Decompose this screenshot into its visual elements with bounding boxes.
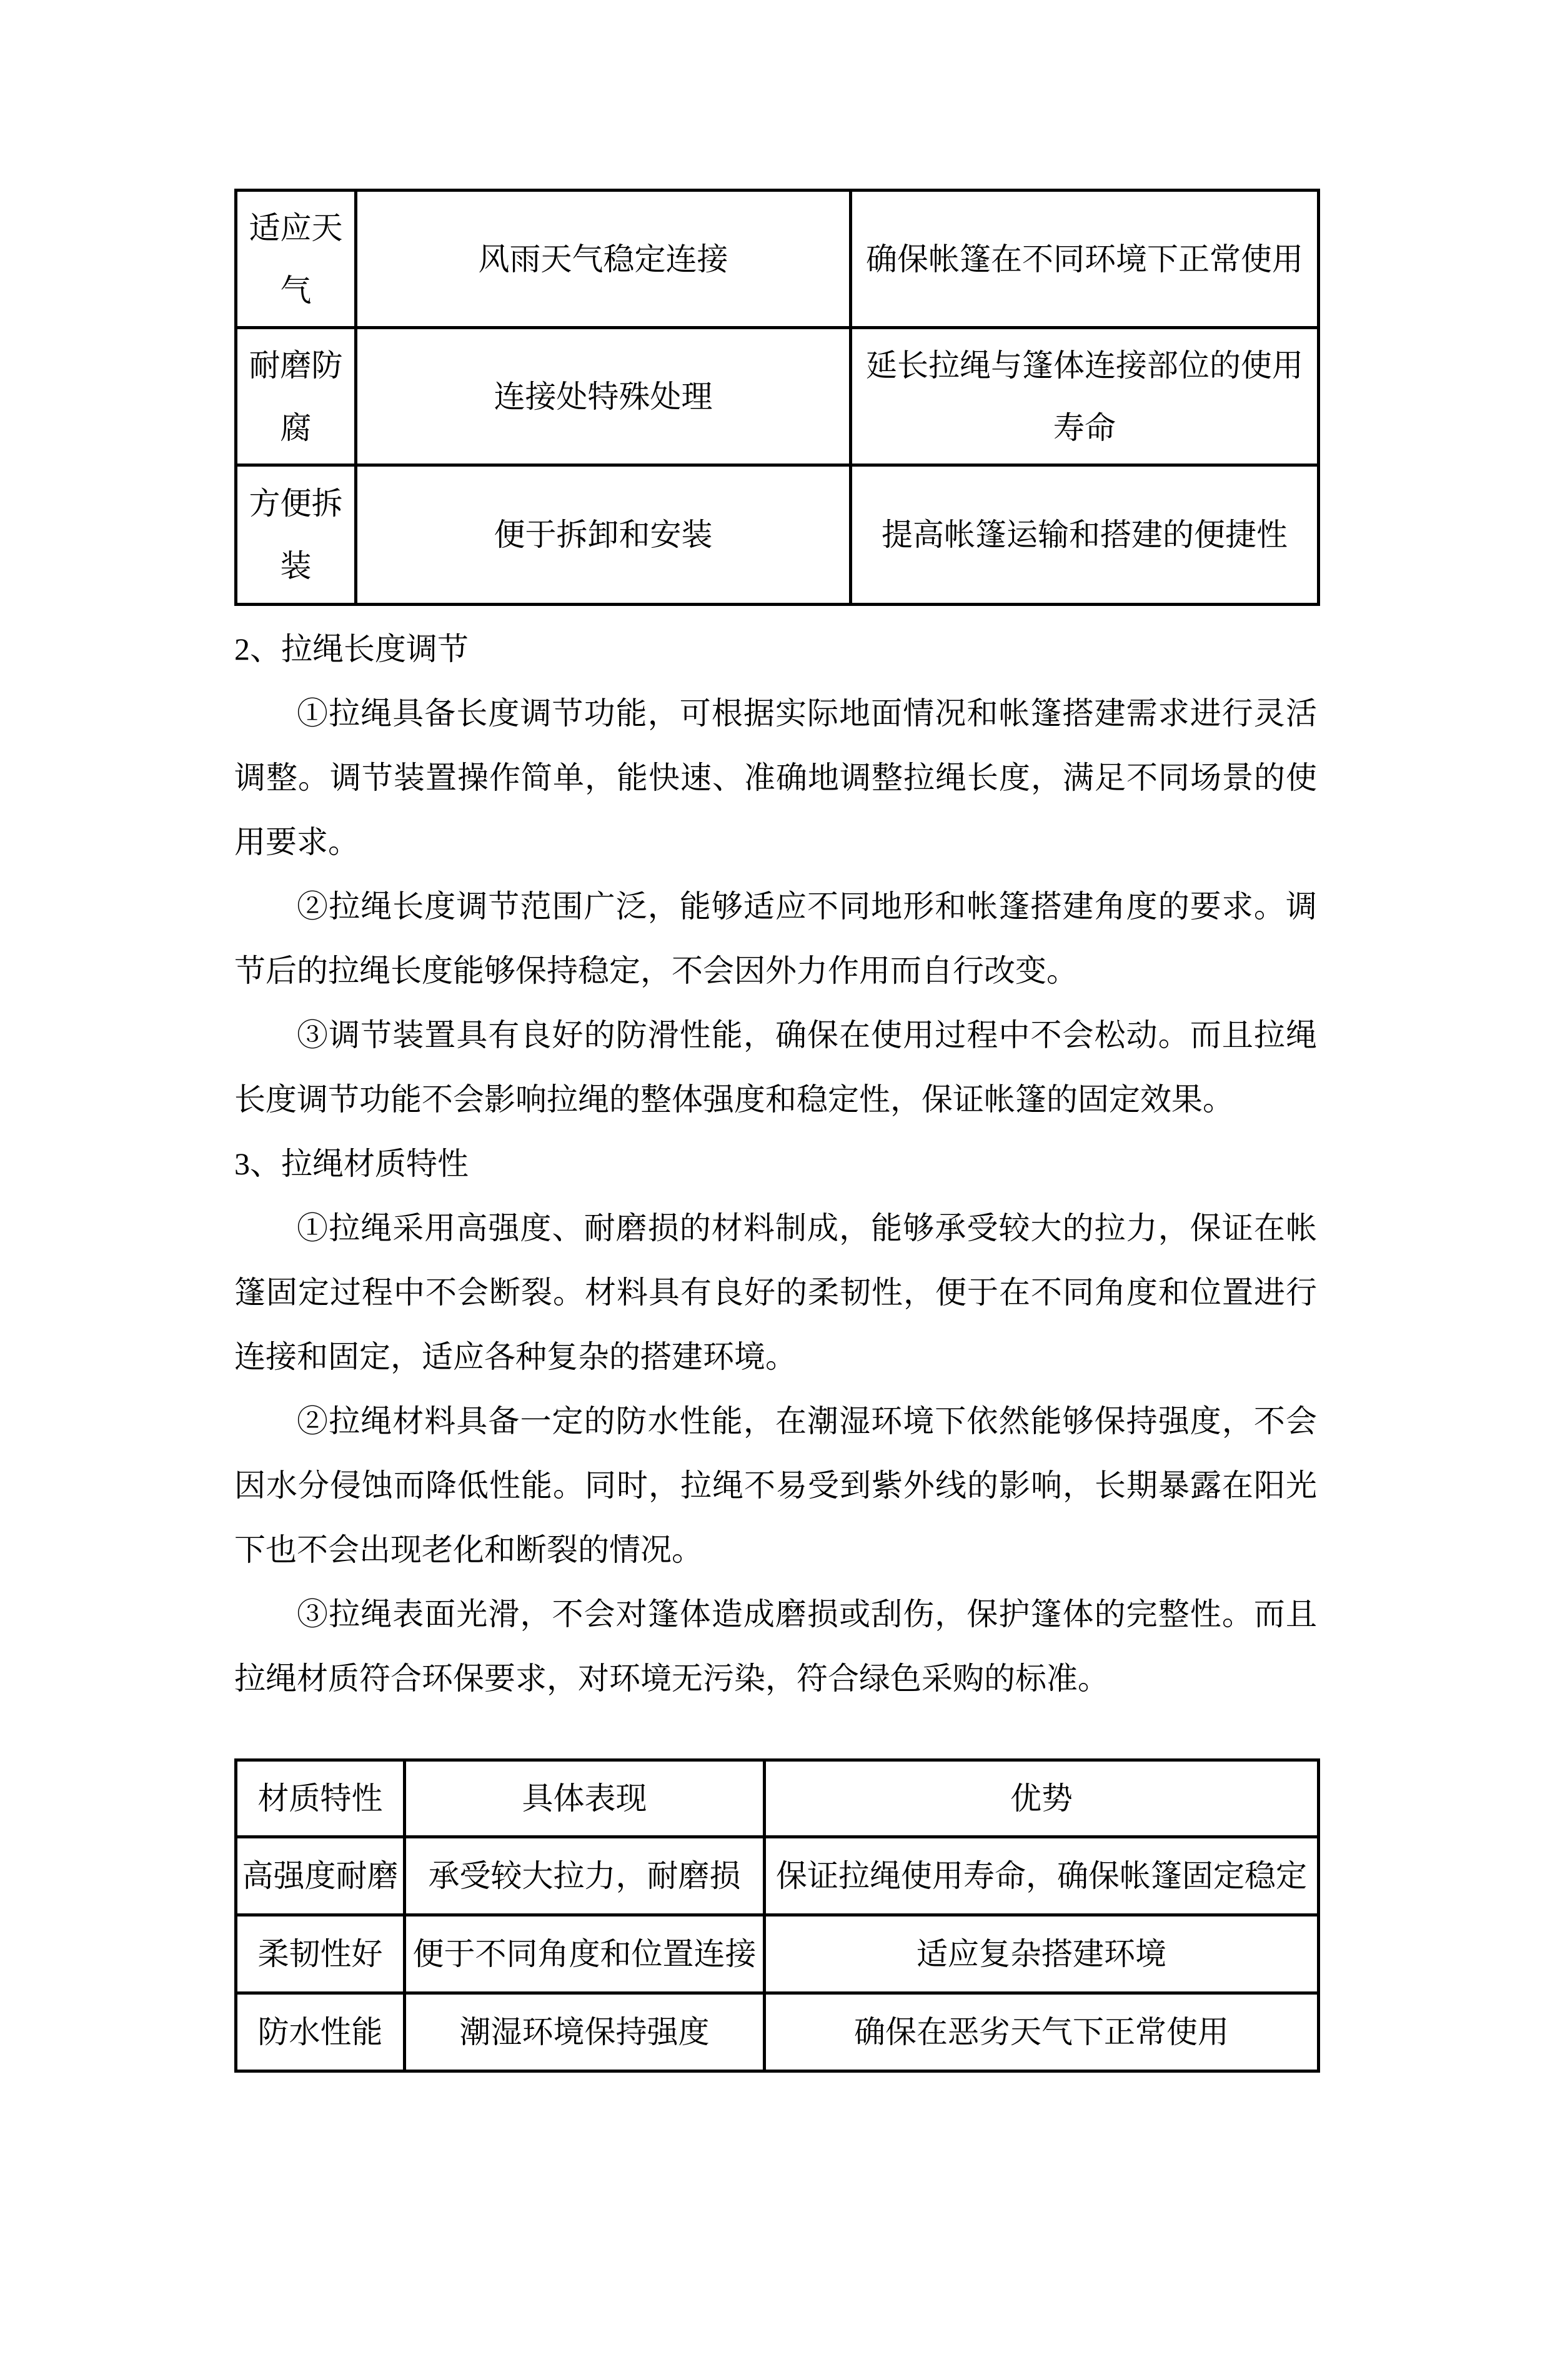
table-cell: 方便拆装: [236, 465, 356, 605]
table-cell: 柔韧性好: [236, 1915, 405, 1993]
table-cell: 确保帐篷在不同环境下正常使用: [851, 191, 1319, 328]
table-cell: 确保在恶劣天气下正常使用: [765, 1993, 1319, 2071]
table-cell: 高强度耐磨: [236, 1837, 405, 1915]
table-cell: 连接处特殊处理: [356, 328, 851, 465]
paragraph: ②拉绳长度调节范围广泛，能够适应不同地形和帐篷搭建角度的要求。调节后的拉绳长度能够保持稳定，不会因外力作用而自行改变。: [234, 889, 1317, 988]
paragraph: ①拉绳采用高强度、耐磨损的材料制成，能够承受较大的拉力，保证在帐篷固定过程中不会断裂。材料具有良好的柔韧性，便于在不同角度和位置进行连接和固定，适应各种复杂的搭建环境。: [234, 1211, 1317, 1374]
table-cell: 耐磨防腐: [236, 328, 356, 465]
paragraph: ③调节装置具有良好的防滑性能，确保在使用过程中不会松动。而且拉绳长度调节功能不会影响拉绳的整体强度和稳定性，保证帐篷的固定效果。: [234, 1018, 1317, 1117]
table-cell: 适应复杂搭建环境: [765, 1915, 1319, 1993]
paragraph: ③拉绳表面光滑，不会对篷体造成磨损或刮伤，保护篷体的完整性。而且拉绳材质符合环保要求，对环境无污染，符合绿色采购的标准。: [234, 1597, 1317, 1696]
paragraph: ①拉绳具备长度调节功能，可根据实际地面情况和帐篷搭建需求进行灵活调整。调节装置操作简单，能快速、准确地调整拉绳长度，满足不同场景的使用要求。: [234, 696, 1317, 860]
table-row: [236, 465, 1319, 605]
table-cell: 防水性能: [236, 1993, 405, 2071]
table-row: [236, 1993, 1319, 2071]
table-cell: 风雨天气稳定连接: [356, 191, 851, 328]
table-row: [236, 191, 1319, 328]
connection-features-table: [234, 189, 1320, 606]
table-row: [236, 1837, 1319, 1915]
table-row: [236, 328, 1319, 465]
table-header-row: [236, 1760, 1319, 1837]
table-header-cell: 材质特性: [236, 1760, 405, 1837]
material-properties-table: [234, 1758, 1320, 2073]
table-cell: 保证拉绳使用寿命，确保帐篷固定稳定: [765, 1837, 1319, 1915]
body-text: [234, 617, 1317, 1711]
table-header-cell: 优势: [765, 1760, 1319, 1837]
table-cell: 便于拆卸和安装: [356, 465, 851, 605]
table-cell: 提高帐篷运输和搭建的便捷性: [851, 465, 1319, 605]
section-2-heading: 2、拉绳长度调节: [234, 632, 469, 667]
document-page: [0, 189, 1550, 2380]
table-cell: 便于不同角度和位置连接: [405, 1915, 765, 1993]
table-cell: 适应天气: [236, 191, 356, 328]
table-header-cell: 具体表现: [405, 1760, 765, 1837]
table-row: [236, 1915, 1319, 1993]
table-cell: 承受较大拉力，耐磨损: [405, 1837, 765, 1915]
table-cell: 延长拉绳与篷体连接部位的使用寿命: [851, 328, 1319, 465]
section-3-heading: 3、拉绳材质特性: [234, 1146, 469, 1181]
table-cell: 潮湿环境保持强度: [405, 1993, 765, 2071]
paragraph: ②拉绳材料具备一定的防水性能，在潮湿环境下依然能够保持强度，不会因水分侵蚀而降低性能。同时，拉绳不易受到紫外线的影响，长期暴露在阳光下也不会出现老化和断裂的情况。: [234, 1404, 1317, 1567]
